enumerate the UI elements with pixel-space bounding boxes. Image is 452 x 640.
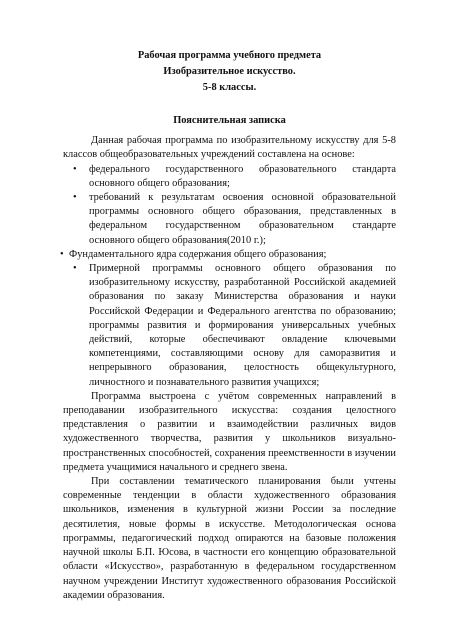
intro-paragraph: Данная рабочая программа по изобразительному искусству для 5-8 классов общеобразовательных учреждений составлена на основе: [63, 135, 396, 161]
bullet-icon: • [60, 248, 64, 260]
body-paragraph-1: Программа выстроена с учётом современных направлений в преподавании изобразительного искусства: создания целостного представления о развитии и взаимодействии различных видов художественного творчества, развития у школьников визуально-пространственных способностей, сохранения преемственности в изучении предмета учащимися начального и среднего звена. [63, 390, 396, 473]
bullet-list-c [63, 262, 396, 390]
bullet-icon: • [73, 192, 77, 204]
list-item-text: Примерной программы основного общего образования по изобразительному искусству, разработанной Российской академией образования по заказу Министерства образования и науки Российской Федерации и Федерального агентства по образованию; программы развития и формирования универсальных учебных действий, которые обеспечивают овладение ключевыми компетенциями, составляющими основу для саморазвития и непрерывного образования, целостность общекультурного, личностного и познавательного развития учащихся; [89, 263, 396, 388]
list-item-core-content [60, 248, 396, 262]
title-line-1: Рабочая программа учебного предмета [137, 50, 322, 61]
bullet-icon: • [73, 263, 77, 275]
list-item [63, 163, 396, 191]
list-item-text: требований к результатам освоения основной образовательной программы основного общего образования, представленных в федеральном государственном образовательном стандарте основного общего образования(2010 г.); [89, 192, 396, 246]
list-item [63, 191, 396, 248]
title-line-3: 5-8 классы. [202, 82, 257, 93]
list-item-text: Фундаментального ядра содержания общего образования; [69, 248, 327, 260]
body-paragraph-2: При составлении тематического планирования были учтены современные тенденции в области художественного образования школьников, изменения в культурной жизни России за последние десятилетия, новые формы в искусстве. Методологическая основа программы, педагогический подход опираются на базовые положения научной школы Б.П. Юсова, в частности его концепцию образовательной области «Искусство», разработанную в федеральном государственном научном учреждении Институт художественного образования Российской академии образования. [63, 476, 396, 601]
section-heading: Пояснительная записка [173, 115, 286, 126]
list-item-text: федерального государственного образовательного стандарта основного общего образования; [89, 163, 396, 189]
title-block [63, 48, 396, 96]
list-item [63, 262, 396, 390]
bullet-list-a [63, 163, 396, 248]
title-line-2: Изобразительное искусство. [163, 66, 296, 77]
bullet-icon: • [73, 163, 77, 175]
